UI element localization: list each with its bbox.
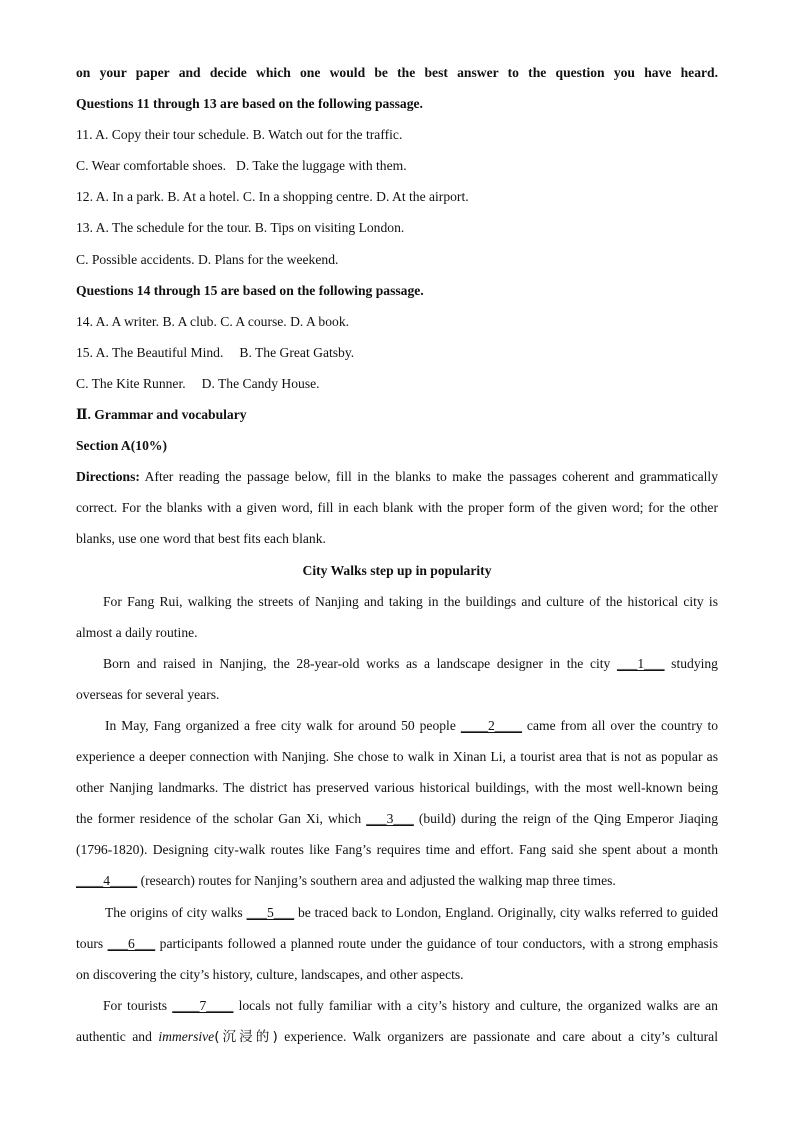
p5-text-2-post: experience. Walk organizers are passionate and care about a city’s cultural [284, 1028, 718, 1044]
p5-text-post: locals not fully familiar with a city’s history and culture, the organized walks are an [238, 997, 718, 1013]
blank-6[interactable]: ___6___ [107, 935, 156, 951]
part-2-title: Ⅱ. Grammar and vocabulary [76, 407, 247, 423]
p2-line1 [76, 648, 718, 679]
section-a-title: Section A(10%) [76, 438, 167, 454]
p4-text-post: be traced back to London, England. Originally, city walks referred to guided [298, 904, 719, 920]
p4-line3: on discovering the city’s history, culture, landscapes, and other aspects. [76, 966, 464, 982]
p2-line2: overseas for several years. [76, 686, 220, 702]
directions-line1 [76, 461, 718, 492]
q15-option-c: C. The Kite Runner. [76, 375, 186, 391]
p2-text: Born and raised in Nanjing, the 28-year-old works as a landscape designer in the city [103, 655, 611, 671]
q15-option-a: 15. A. The Beautiful Mind. [76, 344, 224, 360]
p5-text-2: authentic and [76, 1028, 152, 1044]
blank-4[interactable]: ____4____ [76, 873, 138, 889]
p3-line3: other Nanjing landmarks. The district has preserved various historical buildings, with the most well-known being [76, 780, 718, 796]
listening-instruction-end: on your paper and decide which one would be the best answer to the question you have heard. [76, 65, 718, 80]
p3-line6 [76, 865, 718, 896]
question-14: 14. A. A writer. B. A club. C. A course. D. A book. [76, 313, 350, 329]
directions-line2: correct. For the blanks with a given word, fill in each blank with the proper form of the given word; for the other [76, 500, 718, 516]
p3-line1 [76, 710, 718, 741]
blank-1[interactable]: ___1___ [616, 655, 665, 671]
p3-text-4: the former residence of the scholar Gan Xi, which [76, 811, 362, 827]
italic-word-immersive: immersive [158, 1028, 215, 1044]
chinese-gloss: (沉浸的) [214, 1028, 278, 1045]
question-11-line1: 11. A. Copy their tour schedule. B. Watch out for the traffic. [76, 127, 403, 143]
question-15-line2 [76, 368, 718, 399]
p5-line1 [76, 990, 718, 1021]
p4-text-2: tours [76, 935, 104, 951]
question-13-line2: C. Possible accidents. D. Plans for the weekend. [76, 251, 339, 267]
exam-page [76, 57, 718, 1052]
q11-option-d: D. Take the luggage with them. [236, 158, 407, 174]
p3-text: In May, Fang organized a free city walk for around 50 people [105, 717, 456, 733]
blank-3[interactable]: ___3___ [366, 811, 414, 827]
p5-line2 [76, 1021, 718, 1052]
p4-text: The origins of city walks [105, 904, 243, 920]
p3-line4 [76, 803, 718, 834]
passage-title: City Walks step up in popularity [302, 562, 492, 578]
question-13-line1: 13. A. The schedule for the tour. B. Tips on visiting London. [76, 220, 405, 236]
question-15-line1 [76, 337, 718, 368]
p3-text-4-post: (build) during the reign of the Qing Emperor Jiaqing [418, 811, 718, 827]
q15-option-d: D. The Candy House. [201, 375, 320, 391]
p3-text-6: (research) routes for Nanjing’s southern area and adjusted the walking map three times. [140, 873, 616, 889]
directions-label: Directions: [76, 469, 140, 485]
p4-line2 [76, 928, 718, 959]
p1-line1: For Fang Rui, walking the streets of Nanjing and taking in the buildings and culture of the historical city is [103, 593, 718, 609]
directions-text-1: After reading the passage below, fill in the blanks to make the passages coherent and grammatically [144, 469, 718, 485]
directions-line3: blanks, use one word that best fits each blank. [76, 531, 326, 547]
blank-5[interactable]: ___5___ [246, 904, 295, 920]
p4-text-2-post: participants followed a planned route under the guidance of tour conductors, with a strong emphasis [159, 935, 718, 951]
p3-line5: (1796-1820). Designing city-walk routes like Fang’s requires time and effort. Fang said she spent about a month [76, 842, 718, 858]
q15-option-b: B. The Great Gatsby. [239, 344, 355, 360]
questions-11-13-header: Questions 11 through 13 are based on the following passage. [76, 96, 423, 112]
q11-option-c: C. Wear comfortable shoes. [76, 158, 227, 174]
question-11-line2 [76, 150, 718, 181]
blank-2[interactable]: ____2____ [460, 717, 522, 733]
question-12: 12. A. In a park. B. At a hotel. C. In a shopping centre. D. At the airport. [76, 189, 469, 205]
blank-7[interactable]: ____7____ [172, 997, 234, 1013]
p2-text-post: studying [671, 655, 718, 671]
p4-line1 [76, 897, 718, 928]
p1-line2: almost a daily routine. [76, 624, 198, 640]
p5-text: For tourists [103, 997, 168, 1013]
p3-line2: experience a deeper connection with Nanjing. She chose to walk in Xinan Li, a tourist area that is not as popular as [76, 749, 718, 765]
p3-text-post: came from all over the country to [526, 717, 719, 733]
questions-14-15-header: Questions 14 through 15 are based on the following passage. [76, 282, 424, 298]
